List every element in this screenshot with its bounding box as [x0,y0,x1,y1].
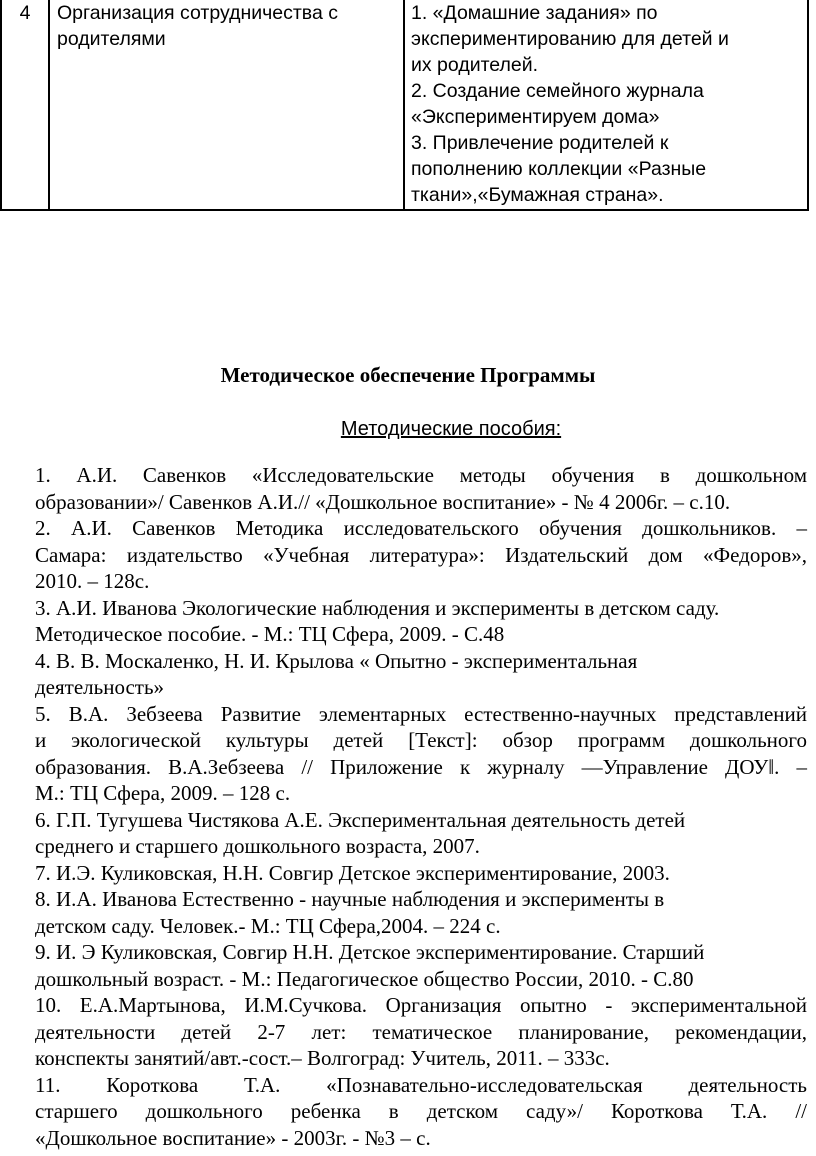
activity-line: 2. Создание семейного журнала [411,80,704,102]
reference-line: деятельность» [35,675,165,699]
reference-line: «Дошкольное воспитание» - 2003г. - №3 – с. [35,1125,431,1150]
activity-line: 3. Привлечение родителей к [411,132,669,154]
reference-line: 6. Г.П. Тугушева Чистякова А.Е. Экспериментальная деятельность детей [35,807,686,832]
reference-line: 7. И.Э. Куликовская, Н.Н. Совгир Детское экспериментирование, 2003. [35,860,670,885]
row-number-cell [1,0,49,210]
reference-line: 10. Е.А.Мартынова, И.М.Сучкова. Организация опытно - экспериментальной [35,993,807,1017]
reference-line: старшего дошкольного ребенка в детском саду»/ Короткова Т.А. // [35,1099,807,1123]
reference-line: 9. И. Э Куликовская, Совгир Н.Н. Детское экспериментирование. Старший [35,940,705,964]
subtitle: Методические пособия: [340,418,562,440]
activity-line: 1. «Домашние задания» по [411,2,658,24]
reference-line: конспекты занятий/авт.-сост.– Волгоград: Учитель, 2011. – 333с. [35,1046,610,1070]
reference-line: Самара: издательство «Учебная литература»: Издательский дом «Федоров», [35,542,807,567]
reference-line: дошкольный возраст. - М.: Педагогическое общество России, 2010. - С.80 [35,966,694,991]
work-area-cell [49,0,404,210]
references-list [35,462,807,1151]
section-title: Методическое обеспечение Программы [220,363,596,387]
reference-item [35,939,807,992]
reference-line: 11. Короткова Т.А. «Познавательно-исследовательская деятельность [35,1072,807,1097]
subtitle-wrapper [0,416,816,442]
reference-item [35,462,807,515]
reference-line: 5. В.А. Зебзеева Развитие элементарных естественно-научных представлений [35,701,807,726]
reference-item [35,886,807,939]
program-table-fragment [0,0,809,211]
activity-line: их родителей. [411,54,539,76]
activity-line: пополнению коллекции «Разные [411,158,707,180]
reference-line: и экологической культуры детей [Текст]: обзор программ дошкольного [35,728,807,752]
work-area-line: Организация сотрудничества с [57,2,338,24]
reference-line: 4. В. В. Москаленко, Н. И. Крылова « Опытно - экспериментальная [35,648,638,673]
reference-line: среднего и старшего дошкольного возраста, 2007. [35,834,480,858]
reference-item [35,595,807,648]
reference-item [35,701,807,807]
reference-line: Методическое пособие. - М.: ТЦ Сфера, 2009. - С.48 [35,622,505,646]
reference-line: 3. А.И. Иванова Экологические наблюдения и эксперименты в детском саду. [35,595,720,620]
reference-item [35,648,807,701]
reference-item [35,860,807,887]
reference-line: М.: ТЦ Сфера, 2009. – 128 с. [35,781,291,805]
reference-line: образовании»/ Савенков А.И.// «Дошкольное воспитание» - № 4 2006г. – с.10. [35,489,731,514]
reference-line: 1. А.И. Савенков «Исследовательские методы обучения в дошкольном [35,463,807,487]
activity-line: ткани»,«Бумажная страна». [411,184,664,206]
work-area-line: родителями [57,28,166,50]
reference-item [35,515,807,595]
reference-line: образования. В.А.Зебзеева // Приложение к журналу ―Управление ДОУ‖. – [35,754,807,779]
activity-line: экспериментированию для детей и [411,28,729,50]
reference-line: 2010. – 128с. [35,569,150,593]
reference-item [35,807,807,860]
reference-line: детском саду. Человек.- М.: ТЦ Сфера,2004. – 224 с. [35,913,501,938]
activities-cell [404,0,808,210]
reference-line: 8. И.А. Иванова Естественно - научные наблюдения и эксперименты в [35,887,665,911]
activity-line: «Экспериментируем дома» [411,106,660,128]
reference-item [35,1072,807,1152]
reference-line: деятельности детей 2-7 лет: тематическое планирование, рекомендации, [35,1019,807,1044]
row-number: 4 [19,2,31,24]
reference-item [35,992,807,1072]
reference-line: 2. А.И. Савенков Методика исследовательского обучения дошкольников. – [35,516,807,540]
table-row [1,0,808,210]
